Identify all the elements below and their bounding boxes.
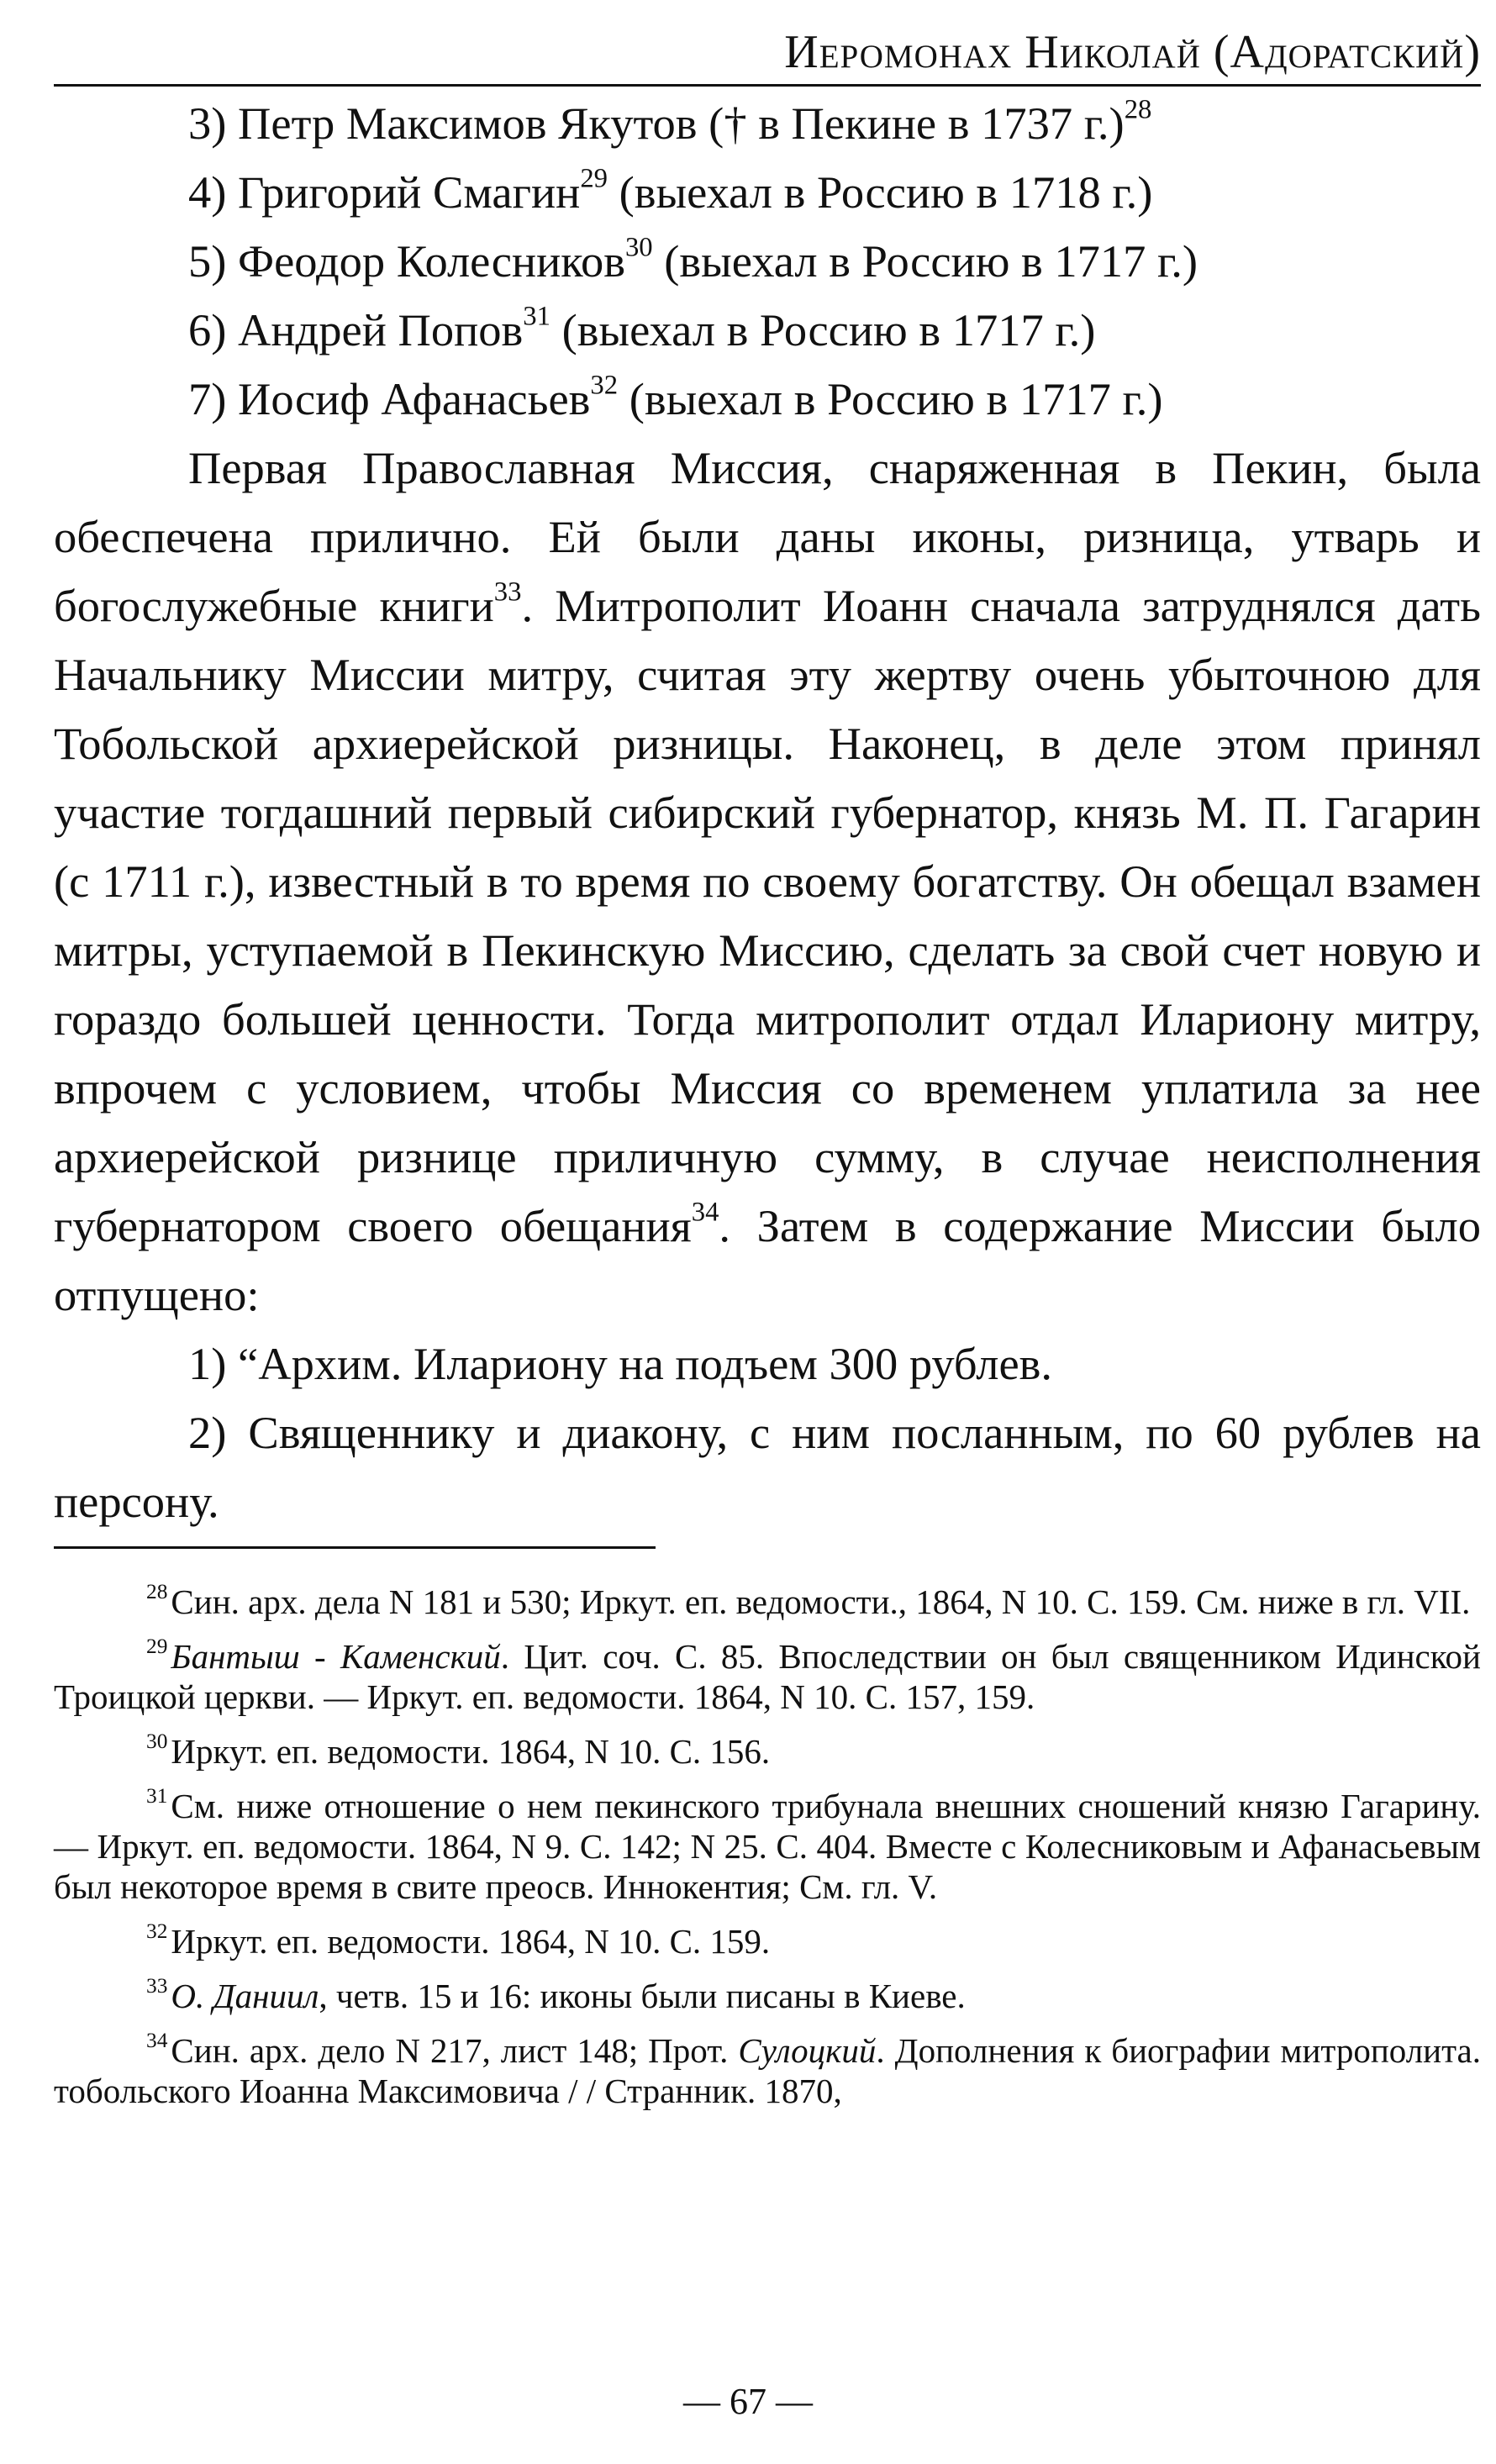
- body-paragraph: Первая Православная Миссия, снаряженная в Пекин, была обеспечена прилично. Ей были даны иконы, ризница, утварь и богослужебные книги$^{33}$. Митрополит Иоанн сначала затруднялся дать Начальнику Миссии митру, считая эту жертву очень убыточною для Тобольской архиерейской ризницы. Наконец, в деле этом принял участие тогдашний первый сибирский губернатор, князь М. П. Гагарин (с 1711 г.), известный в то время по своему богатству. Он обещал взамен митры, уступаемой в Пекинскую Миссию, сделать за свой счет новую и гораздо большей ценности. Тогда митрополит отдал Илариону митру, впрочем с условием, чтобы Миссия со временем уплатила за нее архиерейской ризнице приличную сумму, в случае неисполнения губернатором своего обещания$^{34}$. Затем в содержание Миссии было отпущено:: [54, 442, 1481, 1320]
- list-item-3: 3) Петр Максимов Якутов († в Пекине в 1737 г.)$^{28}$: [188, 94, 1152, 149]
- list-item-5: 5) Феодор Колесников$^{30}$ (выехал в Россию в 1717 г.): [188, 232, 1198, 287]
- main-text: [54, 89, 1481, 1536]
- footnotes: [54, 1582, 1481, 2125]
- footnote-ref: 34: [691, 1197, 719, 1228]
- footnote-ref: 31: [523, 301, 550, 332]
- list-item-7: 7) Иосиф Афанасьев$^{32}$ (выехал в Россию в 1717 г.): [188, 370, 1163, 424]
- footnote-30: $^{30}$Иркут. еп. ведомости. 1864, N 10. С. 156.: [146, 1730, 771, 1771]
- footnote-ref: 29: [580, 163, 608, 194]
- list-item-6: 6) Андрей Попов$^{31}$ (выехал в Россию в 1717 г.): [188, 301, 1096, 355]
- allowance-item-1: 1) “Архим. Илариону на подъем 300 рублев.: [188, 1338, 1053, 1389]
- footnote-ref: 30: [624, 232, 653, 263]
- page-number: — 67 —: [683, 2381, 813, 2422]
- footnote-ref: 32: [590, 370, 619, 401]
- footnote-31: $^{31}$См. ниже отношение о нем пекинского трибунала внешних сношений князю Гагарину. — Иркут. еп. ведомости. 1864, N 9. С. 142; N 25. С. 404. Вместе с Колесниковым и Афанасьевым был некоторое время в свите преосв. Иннокентия; См. гл. V.: [54, 1784, 1481, 1906]
- footnote-ref: 28: [1124, 94, 1152, 125]
- footnote-29: $^{29}$Бантыш - Каменский. Цит. соч. С. 85. Впоследствии он был священником Идинской Троицкой церкви. — Иркут. еп. ведомости. 1864, N 10. С. 157, 159.: [54, 1635, 1481, 1716]
- footnote-33: $^{33}$О. Даниил, четв. 15 и 16: иконы были писаны в Киеве.: [146, 1974, 966, 2015]
- cross-symbol: †: [724, 97, 747, 149]
- footnote-34: $^{34}$Син. арх. дело N 217, лист 148; Прот. Сулоцкий. Дополнения к биографии митрополита. тобольского Иоанна Максимовича / / Странник. 1870,: [54, 2029, 1481, 2110]
- footnote-ref: 33: [493, 577, 522, 608]
- footnote-28: $^{28}$Син. арх. дела N 181 и 530; Иркут. еп. ведомости., 1864, N 10. С. 159. См. ниже в гл. VII.: [146, 1580, 1471, 1621]
- running-header: Иеромонах Николай (Адоратский): [784, 26, 1481, 78]
- footnote-32: $^{32}$Иркут. еп. ведомости. 1864, N 10. С. 159.: [146, 1919, 771, 1961]
- list-item-4: 4) Григорий Смагин$^{29}$ (выехал в Россию в 1718 г.): [188, 163, 1153, 218]
- footnote-rule: [54, 1546, 656, 1549]
- header-rule: [54, 84, 1481, 87]
- allowance-item-2: 2) Священнику и диакону, с ним посланным, по 60 рублев на персону.: [54, 1407, 1481, 1527]
